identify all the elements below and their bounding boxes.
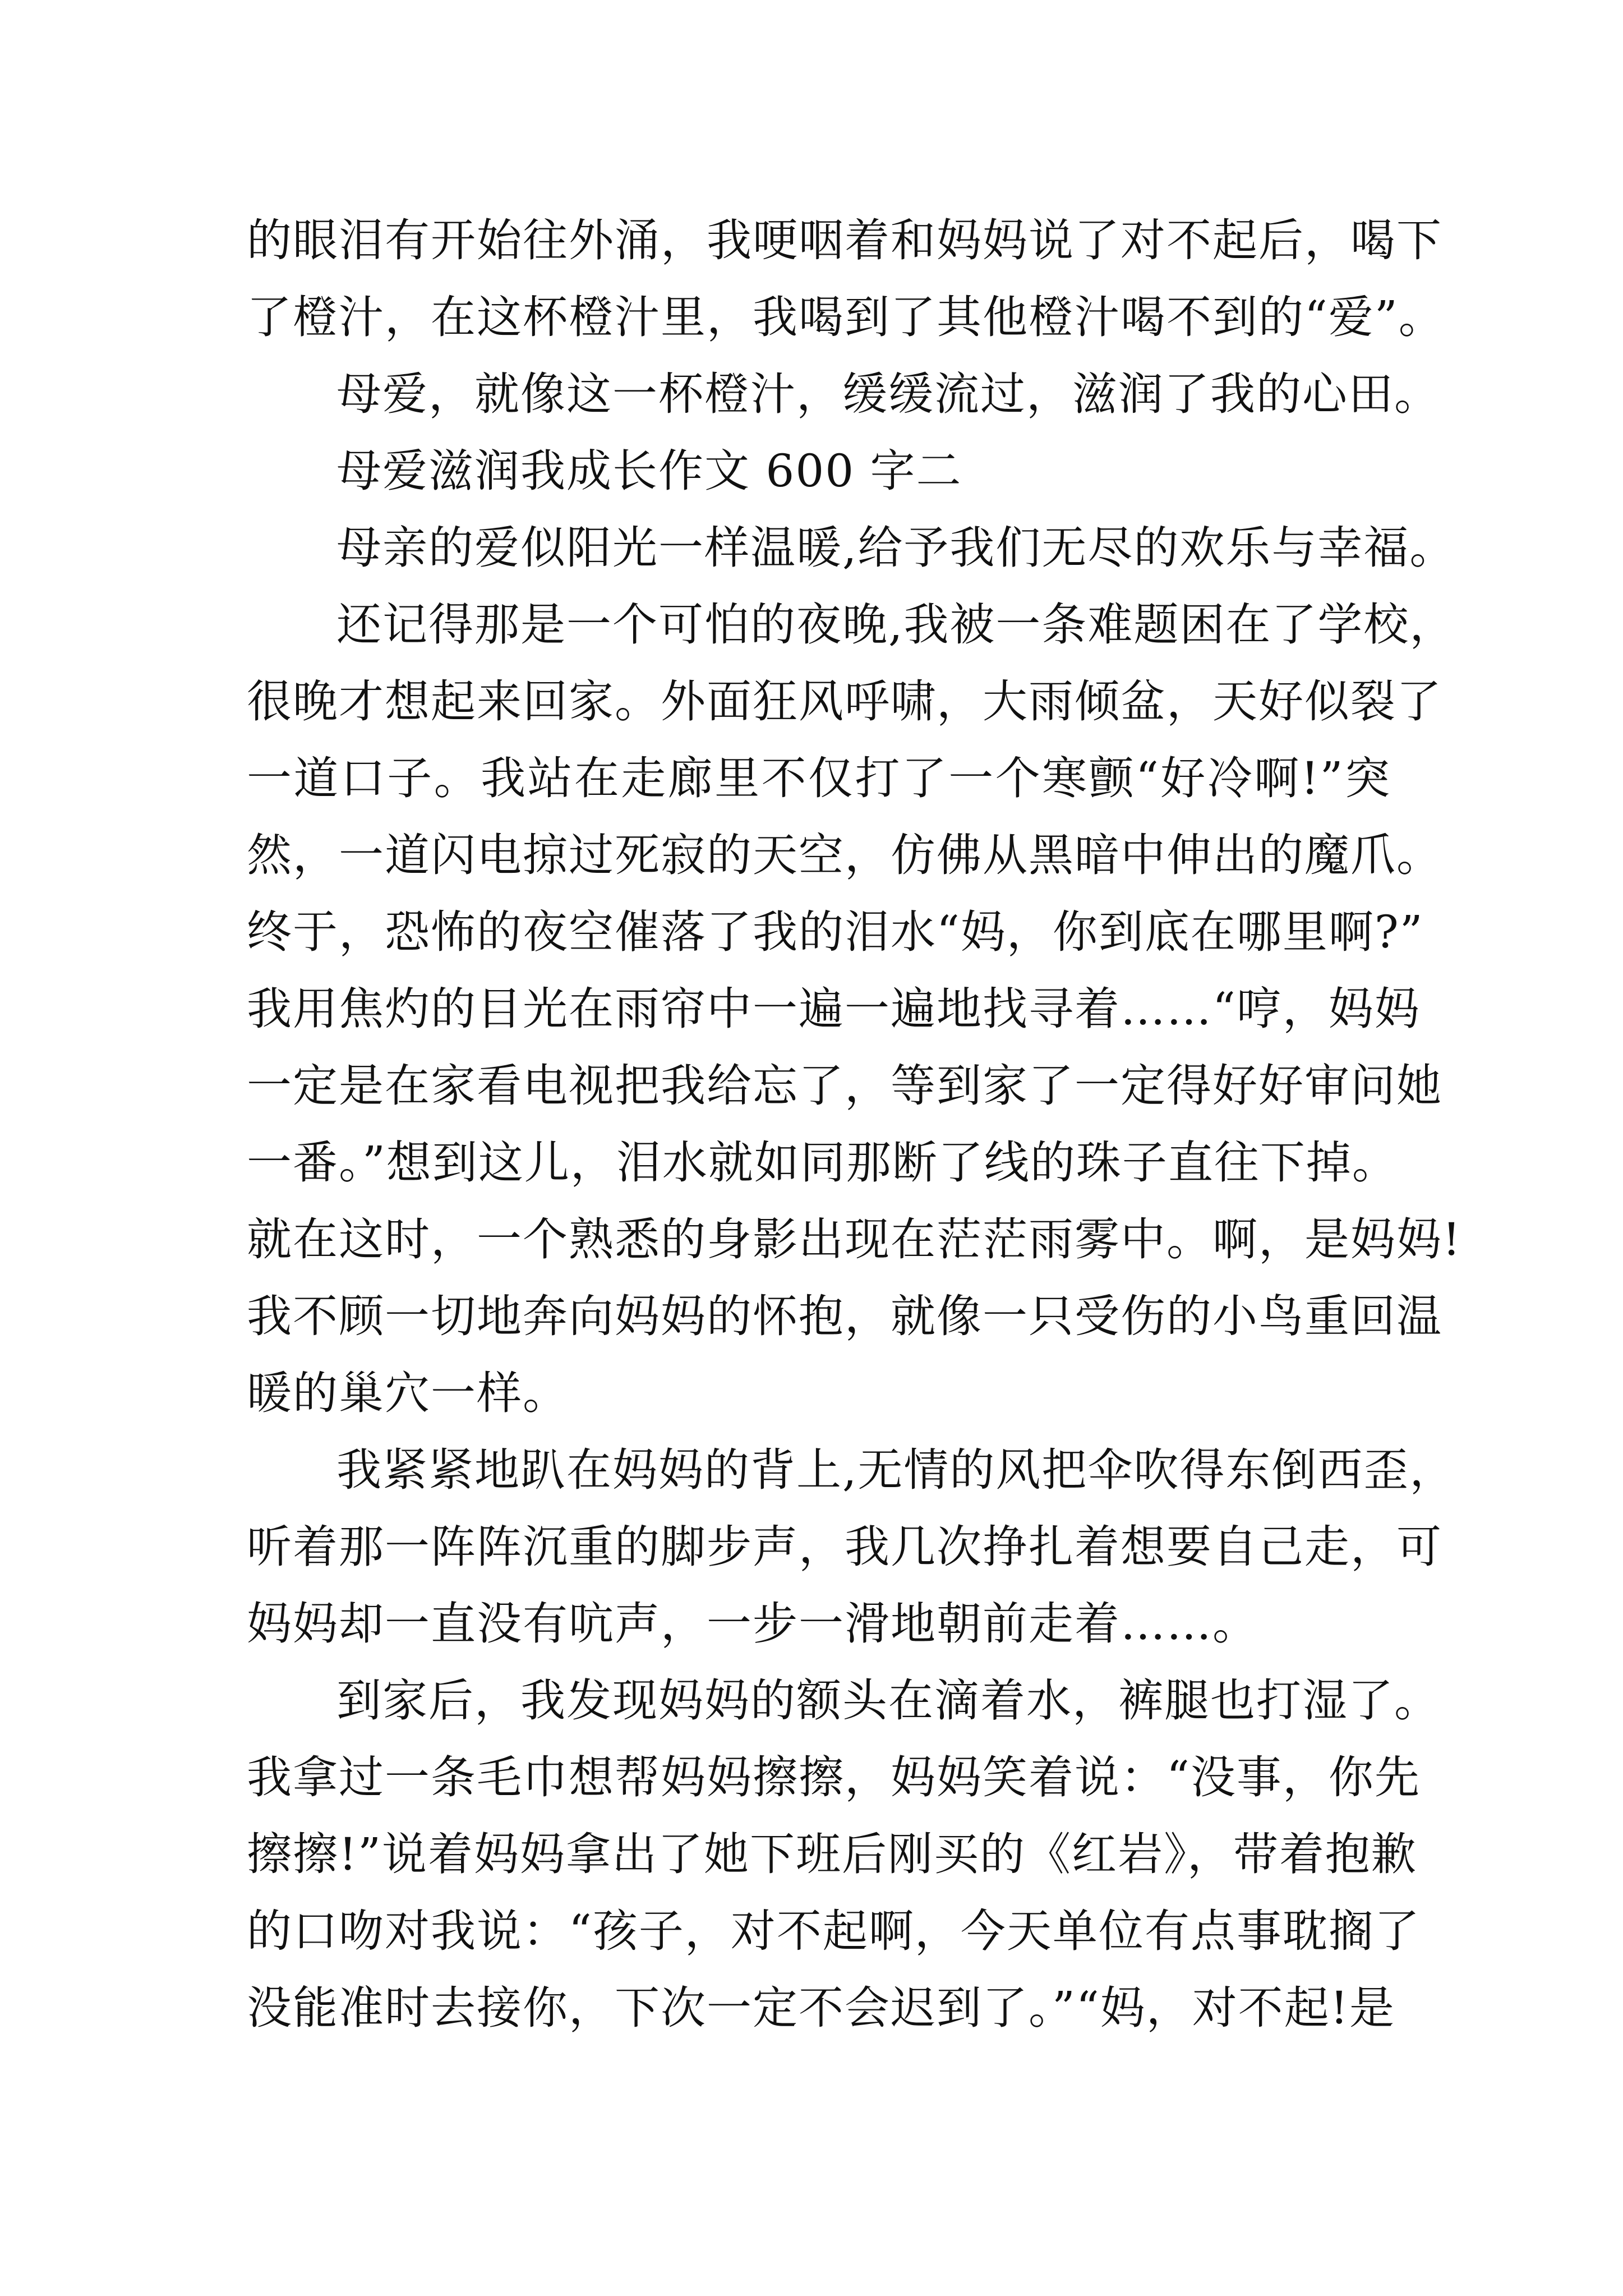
text-line: 的口吻对我说：“孩子，对不起啊，今天单位有点事耽搁了 bbox=[247, 1905, 1421, 1957]
text-line: 到家后，我发现妈妈的额头在滴着水，裤腿也打湿了。 bbox=[336, 1674, 1440, 1727]
text-line: 母爱，就像这一杯橙汁，缓缓流过，滋润了我的心田。 bbox=[336, 368, 1440, 420]
text-line: 听着那一阵阵沉重的脚步声，我几次挣扎着想要自己走，可 bbox=[247, 1521, 1442, 1573]
essay-body bbox=[247, 202, 1462, 2046]
text-line: 母亲的爱似阳光一样温暖,给予我们无尽的欢乐与幸福。 bbox=[336, 522, 1456, 574]
text-line: 很晚才想起来回家。外面狂风呼啸，大雨倾盆，天好似裂了 bbox=[247, 675, 1442, 728]
text-line: 终于，恐怖的夜空催落了我的泪水“妈，你到底在哪里啊?” bbox=[247, 906, 1424, 958]
text-line: 了橙汁，在这杯橙汁里，我喝到了其他橙汁喝不到的“爱”。 bbox=[247, 291, 1445, 343]
text-line: 我用焦灼的目光在雨帘中一遍一遍地找寻着……“哼，妈妈 bbox=[247, 983, 1421, 1035]
text-line: 然，一道闪电掠过死寂的天空，仿佛从黑暗中伸出的魔爪。 bbox=[247, 829, 1442, 881]
text-line: 没能准时去接你，下次一定不会迟到了。”“妈，对不起!是 bbox=[247, 1982, 1395, 2034]
text-line: 我紧紧地趴在妈妈的背上,无情的风把伞吹得东倒西歪， bbox=[336, 1444, 1456, 1496]
text-line: 的眼泪有开始往外涌，我哽咽着和妈妈说了对不起后，喝下 bbox=[247, 214, 1442, 266]
text-line: 我拿过一条毛巾想帮妈妈擦擦，妈妈笑着说：“没事，你先 bbox=[247, 1751, 1421, 1803]
text-line: 还记得那是一个可怕的夜晚,我被一条难题困在了学校， bbox=[336, 599, 1456, 651]
text-line: 一定是在家看电视把我给忘了，等到家了一定得好好审问她 bbox=[247, 1060, 1442, 1112]
text-line: 就在这时，一个熟悉的身影出现在茫茫雨雾中。啊，是妈妈! bbox=[247, 1213, 1462, 1266]
text-line: 我不顾一切地奔向妈妈的怀抱，就像一只受伤的小鸟重回温 bbox=[247, 1290, 1442, 1342]
text-line: 妈妈却一直没有吭声，一步一滑地朝前走着……。 bbox=[247, 1598, 1258, 1650]
section-heading: 母爱滋润我成长作文 600 字二 bbox=[336, 445, 962, 497]
text-line: 一番。”想到这儿，泪水就如同那断了线的珠子直往下掉。 bbox=[247, 1137, 1398, 1189]
text-line: 擦擦!”说着妈妈拿出了她下班后刚买的《红岩》，带着抱歉 bbox=[247, 1828, 1418, 1880]
text-line: 一道口子。我站在走廊里不仅打了一个寒颤“好冷啊!”突 bbox=[247, 752, 1391, 804]
text-line: 暖的巢穴一样。 bbox=[247, 1367, 569, 1419]
